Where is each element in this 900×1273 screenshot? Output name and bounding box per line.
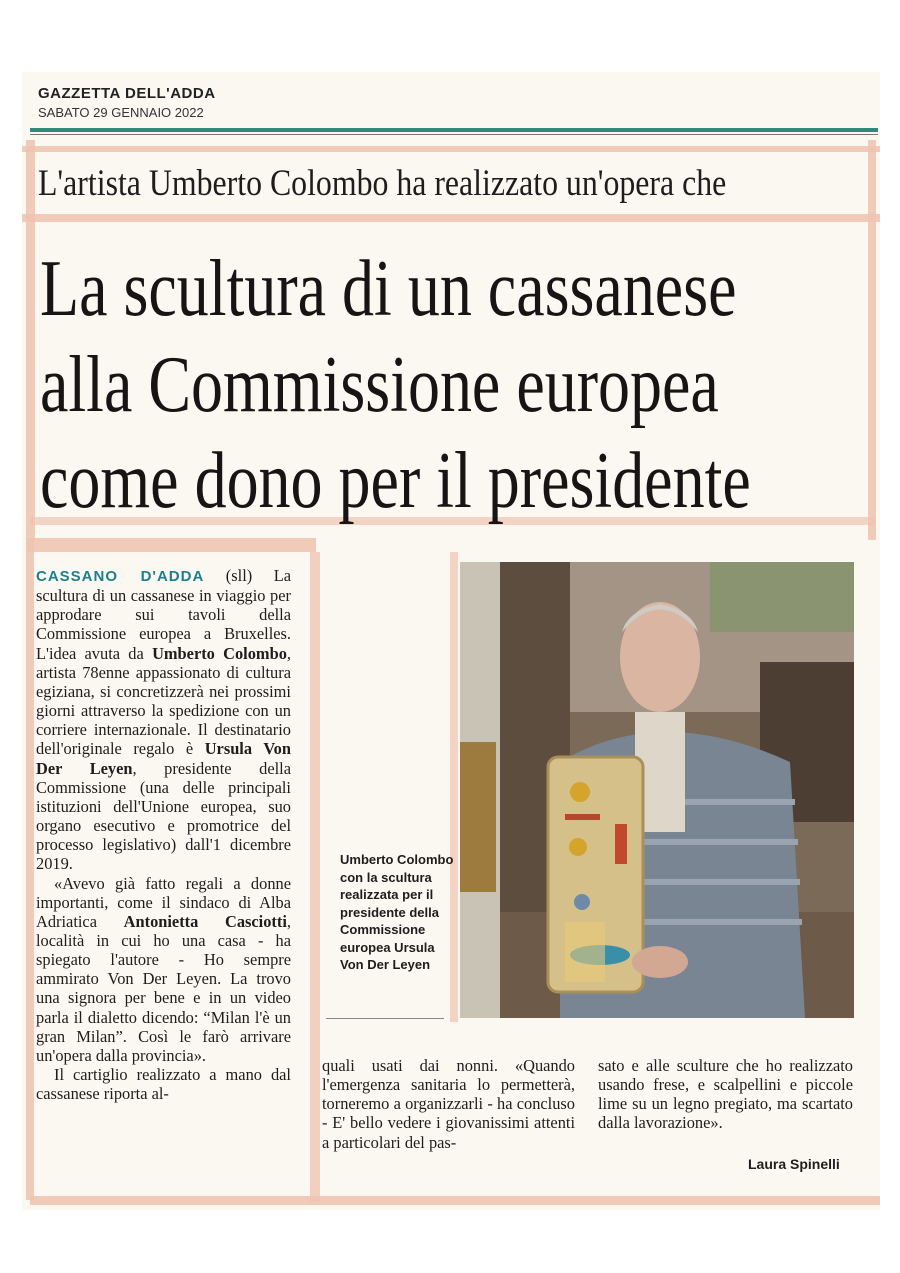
headline-line-1: La scultura di un cassanese [40,243,737,333]
article-column-3 [598,1056,853,1133]
person-name: Antonietta Casciotti [123,911,287,931]
byline-signature: Laura Spinelli [748,1156,840,1172]
headline-line-2: alla Commissione europea [40,339,719,429]
highlight-kicker-top [22,146,880,152]
masthead-thin-rule [30,134,878,135]
photo-glyph-bird-3 [574,894,590,910]
photo-glyph-red [615,824,627,864]
paragraph-3: Il cartiglio realizzato a mano dal cassanese riporta al- [36,1065,291,1104]
highlight-gutter [310,552,320,1202]
headline-line-3: come dono per il presidente [40,435,751,525]
highlight-left-edge [26,140,35,540]
masthead-title: GAZZETTA DELL'ADDA [38,85,216,102]
person-name: Umberto Colombo [152,643,287,663]
paragraph-1-text-2: , artista 78enne appassionato di cultura egiziana, si concretizzerà nei prossimi giorni attraverso la spedizione con un corriere internazionale. Il destinatario dell'originale regalo è [36,643,291,759]
highlight-bottom-edge [30,1196,880,1205]
highlight-right-edge [868,140,876,540]
article-column-1 [36,566,291,1103]
photo-light [565,922,605,982]
masthead-date: SABATO 29 GENNAIO 2022 [38,105,204,120]
photo-glyph-bar [565,814,600,820]
photo-glyph-bird-2 [569,838,587,856]
paragraph-1-text-3: , presidente della Commissione (una delle principali istituzioni dell'Unione europea, suo organo esecutivo e promotrice del processo legislativo) dall'1 dicembre 2019. [36,758,291,874]
paragraph-1-text: La scultura di un cassanese in viaggio per approdare sui tavoli della Commissione europea a Bruxelles. L'idea avuta da [36,566,291,663]
headline [40,240,751,528]
caption-rule [326,1018,444,1019]
photo-plant [710,562,854,632]
photo-egyptian-panel [460,742,496,892]
highlight-kicker-bottom [22,214,880,222]
kicker: L'artista Umberto Colombo ha realizzato un'opera che [38,163,727,204]
highlight-column-edge [26,540,34,1200]
photo-hand [632,946,688,978]
photo [460,562,854,1018]
paragraph-column-3: sato e alle sculture che ho realizzato usando frese, e scalpellini e piccole lime su un legno pregiato, ma scartato dalla lavorazione». [598,1056,853,1133]
paragraph-2 [36,874,291,1066]
author-credit: (sll) [225,566,253,585]
person-name: Ursula Von Der Leyen [36,739,291,778]
paragraph-2-text-2: , località in cui ho una casa - ha spiegato l'autore - Ho sempre ammirato Von Der Leyen. La trovo una signora per bene e in un video parla il dialetto dicendo: “Milan l'è un gran Milan”. Così le farò arrivare un'opera dalla provincia». [36,911,291,1065]
paragraph-column-2: quali usati dai nonni. «Quando l'emergenza sanitaria lo permetterà, torneremo a organizzarli - ha concluso - E' bello vedere i giovanissimi attenti a particolari del pas- [322,1056,575,1152]
paragraph-2-text: «Avevo già fatto regali a donne importanti, come il sindaco di Alba Adriatica [36,873,291,931]
paragraph-1 [36,566,291,874]
masthead-rule [30,128,878,132]
photo-glyph-bird [570,782,590,802]
photo-caption: Umberto Colombo con la scultura realizzata per il presidente della Commissione europea Ursula Von Der Leyen [340,852,454,972]
highlight-column-top [26,538,316,552]
article-column-2 [322,1056,575,1152]
location-label: CASSANO D'ADDA [36,568,205,585]
